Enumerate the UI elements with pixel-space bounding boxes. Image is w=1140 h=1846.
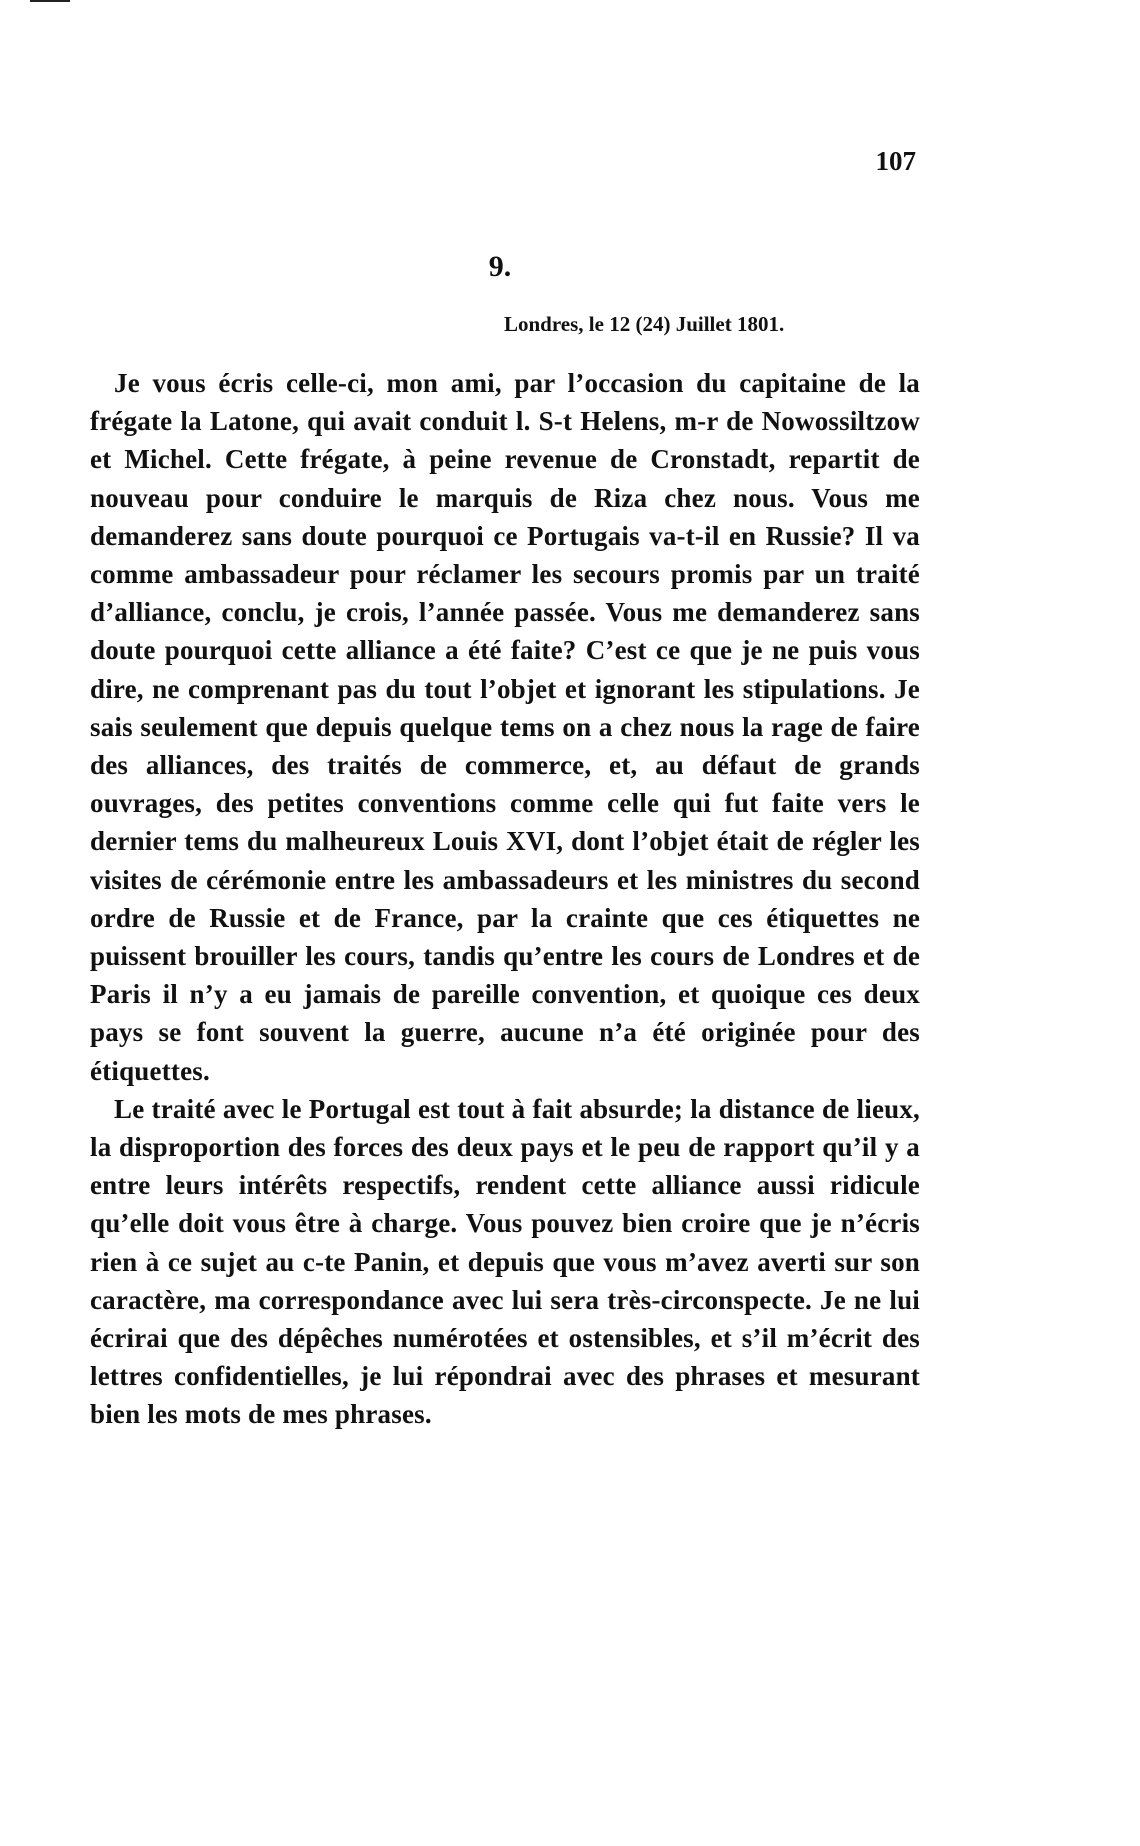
paragraph-1: Je vous écris celle-ci, mon ami, par l’occasion du capitaine de la frégate la Latone, qui avait conduit l. S-t Helens, m-r de Nowossiltzow et Michel. Cette frégate, à peine revenue de Cronstadt, repartit de nouveau pour conduire le marquis de Riza chez nous. Vous me demanderez sans doute pourquoi ce Portugais va-t-il en Russie? Il va comme ambassadeur pour réclamer les secours promis par un traité d’alliance, conclu, je crois, l’année passée. Vous me demanderez sans doute pourquoi cette alliance a été faite? C’est ce que je ne puis vous dire, ne comprenant pas du tout l’objet et ignorant les stipulations. Je sais seulement que depuis quelque tems on a chez nous la rage de faire des alliances, des traités de commerce, et, au défaut de grands ouvrages, des petites conventions comme celle qui fut faite vers le dernier tems du malheureux Louis XVI, dont l’objet était de régler les visites de cérémonie entre les ambassadeurs et les ministres du second ordre de Russie et de France, par la crainte que ces étiquettes ne puissent brouiller les cours, tandis qu’entre les cours de Londres et de Paris il n’y a eu jamais de pareille convention, et quoique ces deux pays se font souvent la guerre, aucune n’a été originée pour des étiquettes. — [90, 368, 920, 1086]
letter-number-heading: 9. — [488, 250, 512, 283]
letter-body — [90, 364, 920, 1434]
paragraph-2: Le traité avec le Portugal est tout à fait absurde; la distance de lieux, la disproportion des forces des deux pays et le peu de rapport qu’il y a entre leurs intérêts respectifs, rendent cette alliance aussi ridicule qu’elle doit vous être à charge. Vous pouvez bien croire que je n’écris rien à ce sujet au c-te Panin, et depuis que vous m’avez averti sur son caractère, ma correspondance avec lui sera très-circonspecte. Je ne lui écrirai que des dépêches numérotées et ostensibles, et s’il m’écrit des lettres confidentielles, je lui répondrai avec des phrases et mesurant bien les mots de mes phrases. — [90, 1093, 920, 1430]
page-number: 107 — [875, 146, 916, 176]
place-date-line: Londres, le 12 (24) Juillet 1801. — [504, 312, 785, 336]
top-edge-rule — [30, 0, 70, 2]
